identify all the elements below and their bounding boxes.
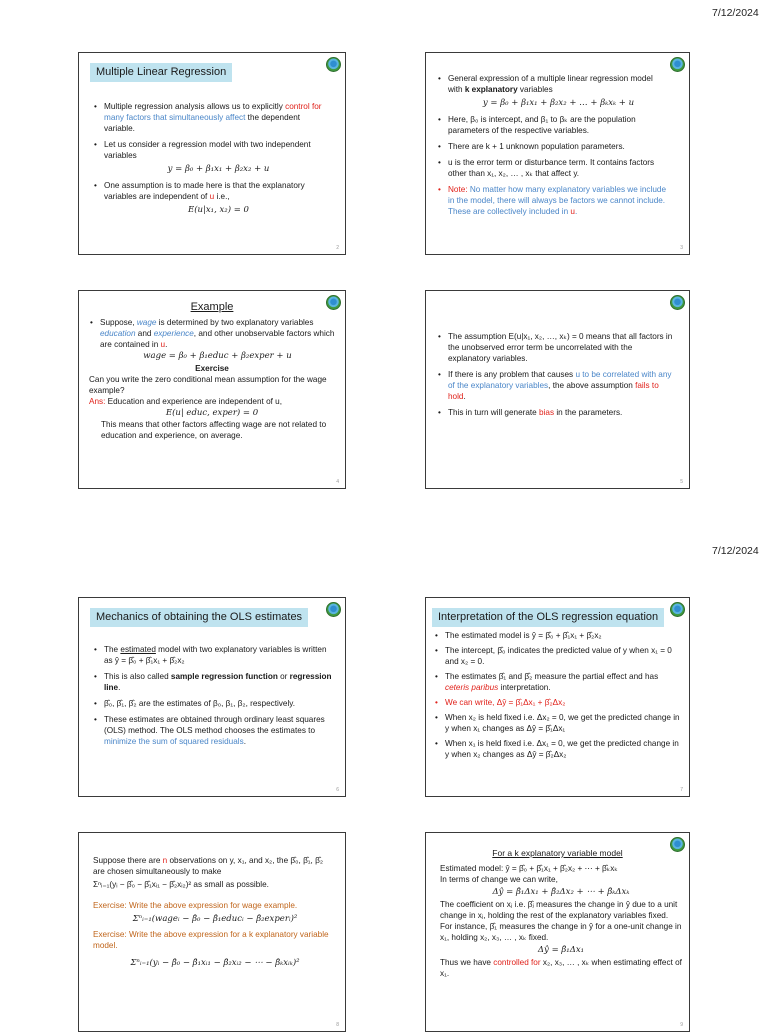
paragraph: Σⁿᵢ₌₁(yᵢ − β̂₀ − β̂₁xᵢ₁ − β̂₂xᵢ₂)² as small as possible. (93, 880, 269, 889)
slide-title: Interpretation of the OLS regression equation (432, 608, 664, 627)
line: The coefficient on xⱼ i.e. β̂ⱼ measures the change in ŷ due to a unit change in xⱼ, holding the rest of the explanatory variables fixed. (440, 900, 678, 920)
bullet: • These estimates are obtained through ordinary least squares (OLS) method. The OLS method chooses the estimates to minimize the sum of squared residuals. (93, 714, 333, 747)
paragraph: Suppose there are n observations on y, x₁, and x₂, the β̂₀, β̂₁, β̂₂ are chosen simultaneously to make (93, 856, 323, 876)
equation: E(u|x₁, x₂) = 0 (188, 205, 249, 215)
page-number: 3 (680, 245, 683, 251)
equation: y = β₀ + β₁x₁ + β₂x₂ + … + βₖxₖ + u (482, 98, 635, 108)
bullet: • The intercept, β̂₀ indicates the predicted value of y when x₁ = 0 and x₂ = 0. (434, 645, 682, 667)
page-number: 9 (680, 1022, 683, 1028)
bullet: • The estimated model is ŷ = β̂₀ + β̂₁x₁ + β̂₂x₂ (434, 630, 682, 641)
bullet: • This is also called sample regression function or regression line. (93, 671, 333, 693)
slide-zero-conditional-mean (425, 290, 690, 489)
bullet: • When x₂ is held fixed i.e. Δx₂ = 0, we get the predicted change in y when x₁ changes as Δŷ = β̂₁Δx₁ (434, 712, 682, 734)
line: Thus we have controlled for x₂, x₃, … , xₖ when estimating effect of x₁. (440, 958, 682, 978)
slide-multiple-linear-regression (78, 52, 346, 255)
page-number: 8 (336, 1022, 339, 1028)
bullet: • Note: No matter how many explanatory variables we include in the model, there will always be factors we cannot include. These are collectively included in u. (437, 184, 669, 217)
exercise-1: Exercise: Write the above expression for wage example. (93, 901, 298, 910)
equation: Σⁿᵢ₌₁(yᵢ − β̂₀ − β̂₁xᵢ₁ − β̂₂xᵢ₂ − ⋯ − β̂ₖxᵢₖ)² (130, 958, 300, 968)
equation: wage = β₀ + β₁educ + β₂exper + u (143, 351, 292, 361)
bullet: • When x₁ is held fixed i.e. Δx₁ = 0, we get the predicted change in y when x₂ changes as Δŷ = β̂₂Δx₂ (434, 738, 682, 760)
bullet: • We can write, Δŷ = β̂₁Δx₁ + β̂₂Δx₂ (434, 697, 682, 708)
bullet: • There are k + 1 unknown population parameters. (437, 141, 669, 152)
slide-minimize-residuals (78, 832, 346, 1032)
answer: Ans: Education and experience are independent of u, (89, 397, 283, 406)
question: Can you write the zero conditional mean assumption for the wage example? (89, 375, 327, 395)
slide-ols-interpretation (425, 597, 690, 797)
equation: Δŷ = β̂₁Δx₁ + β̂₂Δx₂ + ⋯ + β̂ₖΔxₖ (492, 887, 630, 897)
page-number: 7 (680, 787, 683, 793)
equation: Σⁿᵢ₌₁(wageᵢ − β̂₀ − β̂₁educᵢ − β̂₂experᵢ)² (132, 914, 298, 924)
bullet: • u is the error term or disturbance term. It contains factors other than x₁, x₂, … , xₖ that affect y. (437, 157, 669, 179)
bullet: • One assumption is to made here is that the explanatory variables are independent of u i.e., E(u|x₁, x₂) = 0 (93, 180, 333, 216)
line: In terms of change we can write, (440, 875, 558, 884)
exercise-2: Exercise: Write the above expression for a k explanatory variable model. (93, 930, 329, 950)
slide-title: For a k explanatory variable model (492, 848, 623, 858)
page-number: 4 (336, 479, 339, 485)
university-logo-icon (326, 57, 341, 72)
slide-example (78, 290, 346, 489)
university-logo-icon (326, 602, 341, 617)
bullet: • The estimated model with two explanatory variables is written as ŷ = β̂₀ + β̂₁x₁ + β̂₂x₂ (93, 644, 333, 666)
page-number: 2 (336, 245, 339, 251)
bullet: • General expression of a multiple linear regression model with k explanatory variables y = β₀ + β₁x₁ + β₂x₂ + … + βₖxₖ + u (437, 73, 669, 109)
equation: y = β₀ + β₁x₁ + β₂x₂ + u (167, 164, 270, 174)
bullet: • The estimates β̂₁ and β̂₂ measure the partial effect and has ceteris paribus interpretation. (434, 671, 682, 693)
university-logo-icon (670, 602, 685, 617)
line: For instance, β̂₁ measures the change in ŷ for a one-unit change in x₁, holding x₂, x₃, … , xₖ fixed. (440, 922, 682, 942)
university-logo-icon (670, 295, 685, 310)
date-top: 7/12/2024 (712, 7, 759, 19)
university-logo-icon (670, 57, 685, 72)
conclusion: This means that other factors affecting wage are not related to education and experience, on average. (101, 420, 327, 440)
bullet: • The assumption E(u|x₁, x₂, …, xₖ) = 0 means that all factors in the unobserved error term be uncorrelated with the explanatory variables. (437, 331, 673, 364)
slide-title: Multiple Linear Regression (90, 63, 232, 82)
slide-title: Mechanics of obtaining the OLS estimates (90, 608, 308, 627)
exercise-heading: Exercise (195, 364, 229, 373)
bullet: • If there is any problem that causes u to be correlated with any of the explanatory variables, the above assumption fails to hold. (437, 369, 673, 402)
date-middle: 7/12/2024 (712, 545, 759, 557)
bullet: • This in turn will generate bias in the parameters. (437, 407, 673, 418)
bullet: • β̂₀, β̂₁, β̂₂ are the estimates of β₀, β₁, β₂, respectively. (93, 698, 333, 709)
page-number: 6 (336, 787, 339, 793)
bullet: • Here, β₀ is intercept, and β₁ to βₖ are the population parameters of the respective variables. (437, 114, 669, 136)
slide-general-expression (425, 52, 690, 255)
line: Estimated model: ŷ = β̂₀ + β̂₁x₁ + β̂₂x₂ + ⋯ + β̂ₖxₖ (440, 864, 618, 873)
bullet: • Multiple regression analysis allows us to explicitly control for many factors that simultaneously affect the dependent variable. (93, 101, 333, 134)
bullet: • Suppose, wage is determined by two explanatory variables education and experience, and other unobservable factors which are contained in u. wage = β₀ + β₁educ + β₂exper + u (89, 317, 335, 362)
equation: E(u| educ, exper) = 0 (165, 408, 259, 418)
slide-k-variable-model (425, 832, 690, 1032)
page-number: 5 (680, 479, 683, 485)
equation: Δŷ = β̂₁Δx₁ (537, 945, 585, 955)
slide-title: Example (190, 301, 234, 313)
slide-ols-mechanics (78, 597, 346, 797)
bullet: • Let us consider a regression model with two independent variables y = β₀ + β₁x₁ + β₂x₂ + u (93, 139, 333, 175)
